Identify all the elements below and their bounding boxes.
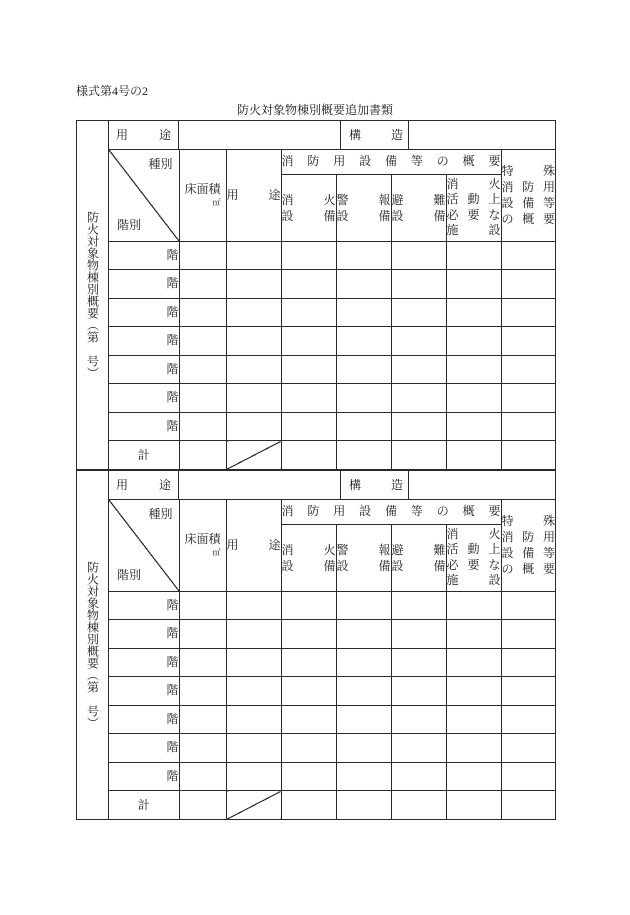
evacuation-header-line: 避難 — [391, 542, 446, 557]
evacuation-header-cell — [391, 524, 446, 591]
special-equipment-cell — [501, 241, 555, 270]
floor-row — [109, 384, 555, 413]
floor-area-cell — [179, 441, 226, 470]
use-cell — [226, 412, 281, 441]
evacuation-cell — [391, 591, 446, 620]
evacuation-header-cell — [391, 174, 446, 241]
evacuation-cell — [391, 412, 446, 441]
fire-extinguishing-header-line: 設備 — [281, 558, 336, 573]
building-summary-section — [76, 120, 556, 470]
section-side-label: 防火対象物棟別概要（第 号） — [85, 561, 100, 729]
alarm-cell — [336, 241, 391, 270]
fire-extinguishing-cell — [281, 241, 336, 270]
alarm-cell — [336, 412, 391, 441]
firefighting-facilities-cell — [446, 734, 501, 763]
evacuation-cell — [391, 762, 446, 791]
section-side-label: 防火対象物棟別概要（第 号） — [85, 211, 100, 379]
alarm-cell — [336, 762, 391, 791]
evacuation-cell — [391, 620, 446, 649]
section-side-cell — [77, 121, 109, 469]
floor-area-header-cell — [179, 150, 226, 241]
use-header-cell — [226, 150, 281, 241]
equipment-group-header-cell — [281, 500, 501, 524]
use-structure-row — [109, 121, 555, 150]
alarm-header-line: 設備 — [336, 208, 391, 223]
fire-extinguishing-header-line: 消火 — [281, 542, 336, 557]
floor-label: 階別 — [117, 217, 142, 232]
firefighting-facilities-cell — [446, 620, 501, 649]
form-number: 様式第4号の2 — [76, 84, 149, 98]
alarm-header-cell — [336, 524, 391, 591]
firefighting-facilities-cell — [446, 648, 501, 677]
use-cell — [226, 591, 281, 620]
evacuation-cell — [391, 734, 446, 763]
equipment-table — [109, 150, 555, 469]
floor-area-cell — [179, 762, 226, 791]
fire-extinguishing-cell — [281, 441, 336, 470]
fire-extinguishing-cell — [281, 791, 336, 820]
floor-row-label: 階 — [109, 298, 179, 327]
total-row — [109, 791, 555, 820]
evacuation-cell — [391, 355, 446, 384]
floor-area-cell — [179, 241, 226, 270]
special-equipment-cell — [501, 620, 555, 649]
fire-extinguishing-cell — [281, 734, 336, 763]
firefighting-facilities-header-line: 消火 — [446, 526, 501, 541]
floor-area-label: 床面積 — [184, 181, 221, 196]
fire-extinguishing-cell — [281, 270, 336, 299]
firefighting-facilities-header-line: 消火 — [446, 176, 501, 191]
structure-label: 構造 — [349, 128, 403, 142]
evacuation-cell — [391, 270, 446, 299]
use-cell — [226, 241, 281, 270]
fire-extinguishing-cell — [281, 384, 336, 413]
firefighting-facilities-header-line: 活動上 — [446, 192, 501, 206]
type-floor-header-cell — [109, 500, 179, 591]
floor-area-cell — [179, 298, 226, 327]
evacuation-cell — [391, 648, 446, 677]
use-cell — [226, 791, 281, 820]
structure-value-cell — [409, 121, 555, 149]
use-cell — [226, 298, 281, 327]
type-label: 種別 — [148, 507, 173, 521]
floor-area-cell — [179, 677, 226, 706]
floor-row — [109, 355, 555, 384]
use-cell — [226, 620, 281, 649]
firefighting-facilities-cell — [446, 327, 501, 356]
special-equipment-cell — [501, 384, 555, 413]
floor-area-unit: ㎡ — [212, 547, 221, 557]
fire-extinguishing-cell — [281, 327, 336, 356]
fire-extinguishing-header-cell — [281, 524, 336, 591]
floor-area-cell — [179, 591, 226, 620]
use-cell — [226, 270, 281, 299]
total-label: 計 — [109, 791, 179, 820]
floor-area-cell — [179, 412, 226, 441]
alarm-cell — [336, 705, 391, 734]
use-header-cell — [226, 500, 281, 591]
alarm-cell — [336, 648, 391, 677]
floor-row — [109, 241, 555, 270]
section-main — [109, 471, 555, 819]
special-equipment-header-cell — [501, 150, 555, 241]
floor-row — [109, 298, 555, 327]
special-equipment-cell — [501, 591, 555, 620]
fire-extinguishing-cell — [281, 648, 336, 677]
fire-extinguishing-cell — [281, 705, 336, 734]
floor-area-header-cell — [179, 500, 226, 591]
floor-row-label: 階 — [109, 412, 179, 441]
alarm-header-cell — [336, 174, 391, 241]
floor-row — [109, 620, 555, 649]
special-equipment-cell — [501, 791, 555, 820]
use-label-cell — [109, 471, 179, 499]
fire-extinguishing-cell — [281, 298, 336, 327]
floor-row — [109, 648, 555, 677]
special-equipment-cell — [501, 441, 555, 470]
floor-row — [109, 734, 555, 763]
special-equipment-header-line: 特殊 — [501, 514, 556, 529]
structure-label-cell — [341, 121, 409, 149]
evacuation-cell — [391, 327, 446, 356]
floor-row-label: 階 — [109, 327, 179, 356]
firefighting-facilities-header-line: 必要な — [446, 207, 501, 222]
equipment-group-label: 消防用設備等の概要 — [281, 504, 501, 519]
floor-label: 階別 — [117, 567, 142, 582]
firefighting-facilities-cell — [446, 412, 501, 441]
use-cell — [226, 384, 281, 413]
use-cell — [226, 705, 281, 734]
firefighting-facilities-header-cell — [446, 524, 501, 591]
fire-extinguishing-header-line: 消火 — [281, 192, 336, 207]
floor-area-cell — [179, 705, 226, 734]
use-cell — [226, 762, 281, 791]
special-equipment-header-line: の概要 — [501, 212, 556, 227]
use-cell — [226, 441, 281, 470]
type-floor-header-cell — [109, 150, 179, 241]
firefighting-facilities-cell — [446, 705, 501, 734]
special-equipment-cell — [501, 298, 555, 327]
fire-extinguishing-cell — [281, 591, 336, 620]
special-equipment-cell — [501, 648, 555, 677]
special-equipment-header-line: 消防用 — [501, 180, 556, 195]
floor-area-cell — [179, 734, 226, 763]
floor-row-label: 階 — [109, 355, 179, 384]
floor-area-cell — [179, 355, 226, 384]
use-cell — [226, 734, 281, 763]
use-header-label: 用途 — [226, 537, 281, 552]
alarm-header-line: 警報 — [336, 542, 391, 557]
evacuation-cell — [391, 441, 446, 470]
special-equipment-header-line: 設備等 — [501, 546, 556, 561]
alarm-cell — [336, 591, 391, 620]
evacuation-cell — [391, 677, 446, 706]
evacuation-cell — [391, 384, 446, 413]
firefighting-facilities-cell — [446, 298, 501, 327]
firefighting-facilities-cell — [446, 591, 501, 620]
alarm-cell — [336, 441, 391, 470]
firefighting-facilities-header-line: 施設 — [446, 223, 501, 237]
evacuation-header-line: 避難 — [391, 192, 446, 207]
use-label: 用途 — [116, 478, 171, 492]
header-row — [109, 150, 555, 174]
special-equipment-cell — [501, 412, 555, 441]
floor-row-label: 階 — [109, 591, 179, 620]
special-equipment-cell — [501, 677, 555, 706]
type-label: 種別 — [148, 157, 173, 171]
firefighting-facilities-cell — [446, 762, 501, 791]
use-structure-row — [109, 471, 555, 500]
special-equipment-cell — [501, 762, 555, 791]
firefighting-facilities-header-line: 必要な — [446, 557, 501, 572]
floor-area-cell — [179, 384, 226, 413]
alarm-header-line: 設備 — [336, 558, 391, 573]
firefighting-facilities-cell — [446, 677, 501, 706]
firefighting-facilities-cell — [446, 441, 501, 470]
floor-row-label: 階 — [109, 705, 179, 734]
floor-row-label: 階 — [109, 620, 179, 649]
fire-extinguishing-cell — [281, 677, 336, 706]
floor-area-cell — [179, 791, 226, 820]
use-cell — [226, 327, 281, 356]
firefighting-facilities-header-cell — [446, 174, 501, 241]
floor-area-cell — [179, 648, 226, 677]
total-row — [109, 441, 555, 470]
special-equipment-cell — [501, 705, 555, 734]
floor-row — [109, 705, 555, 734]
floor-row-label: 階 — [109, 384, 179, 413]
fire-extinguishing-cell — [281, 620, 336, 649]
floor-area-unit: ㎡ — [212, 197, 221, 207]
fire-extinguishing-header-line: 設備 — [281, 208, 336, 223]
alarm-cell — [336, 677, 391, 706]
document-title: 防火対象物棟別概要追加書類 — [236, 103, 393, 117]
alarm-cell — [336, 384, 391, 413]
equipment-group-label: 消防用設備等の概要 — [281, 154, 501, 169]
fire-extinguishing-header-cell — [281, 174, 336, 241]
floor-area-label: 床面積 — [184, 531, 221, 546]
use-label: 用途 — [116, 128, 171, 142]
use-header-label: 用途 — [226, 187, 281, 202]
firefighting-facilities-cell — [446, 355, 501, 384]
floor-area-header — [184, 532, 220, 558]
use-cell — [226, 355, 281, 384]
equipment-table — [109, 500, 555, 819]
special-equipment-header-cell — [501, 500, 555, 591]
alarm-header-line: 警報 — [336, 192, 391, 207]
special-equipment-header-line: 設備等 — [501, 196, 556, 211]
floor-row-label: 階 — [109, 270, 179, 299]
floor-row-label: 階 — [109, 241, 179, 270]
use-cell — [226, 677, 281, 706]
alarm-cell — [336, 327, 391, 356]
evacuation-cell — [391, 705, 446, 734]
alarm-cell — [336, 355, 391, 384]
fire-extinguishing-cell — [281, 762, 336, 791]
use-value-cell — [179, 471, 341, 499]
structure-label-cell — [341, 471, 409, 499]
evacuation-header-line: 設備 — [391, 558, 446, 573]
alarm-cell — [336, 620, 391, 649]
floor-row — [109, 591, 555, 620]
structure-label: 構造 — [349, 478, 403, 492]
floor-row — [109, 677, 555, 706]
special-equipment-cell — [501, 355, 555, 384]
floor-row-label: 階 — [109, 648, 179, 677]
floor-row-label: 階 — [109, 762, 179, 791]
evacuation-cell — [391, 241, 446, 270]
special-equipment-header-line: 特殊 — [501, 164, 556, 179]
special-equipment-header-line: の概要 — [501, 562, 556, 577]
use-cell — [226, 648, 281, 677]
section-side-cell — [77, 471, 109, 819]
firefighting-facilities-cell — [446, 791, 501, 820]
firefighting-facilities-header-line: 施設 — [446, 573, 501, 587]
floor-row-label: 階 — [109, 677, 179, 706]
alarm-cell — [336, 734, 391, 763]
special-equipment-cell — [501, 270, 555, 299]
structure-value-cell — [409, 471, 555, 499]
evacuation-header-line: 設備 — [391, 208, 446, 223]
floor-area-cell — [179, 327, 226, 356]
section-main — [109, 121, 555, 469]
fire-extinguishing-cell — [281, 412, 336, 441]
floor-area-cell — [179, 270, 226, 299]
evacuation-cell — [391, 298, 446, 327]
use-value-cell — [179, 121, 341, 149]
alarm-cell — [336, 791, 391, 820]
firefighting-facilities-cell — [446, 270, 501, 299]
floor-row — [109, 327, 555, 356]
special-equipment-header-line: 消防用 — [501, 530, 556, 545]
floor-area-cell — [179, 620, 226, 649]
floor-area-header — [184, 182, 220, 208]
header-row — [109, 500, 555, 524]
firefighting-facilities-cell — [446, 384, 501, 413]
alarm-cell — [336, 298, 391, 327]
floor-row-label: 階 — [109, 734, 179, 763]
total-label: 計 — [109, 441, 179, 470]
special-equipment-cell — [501, 327, 555, 356]
evacuation-cell — [391, 791, 446, 820]
floor-row — [109, 762, 555, 791]
firefighting-facilities-header-line: 活動上 — [446, 542, 501, 556]
use-label-cell — [109, 121, 179, 149]
fire-extinguishing-cell — [281, 355, 336, 384]
firefighting-facilities-cell — [446, 241, 501, 270]
equipment-group-header-cell — [281, 150, 501, 174]
building-summary-section — [76, 470, 556, 820]
special-equipment-cell — [501, 734, 555, 763]
floor-row — [109, 270, 555, 299]
floor-row — [109, 412, 555, 441]
alarm-cell — [336, 270, 391, 299]
